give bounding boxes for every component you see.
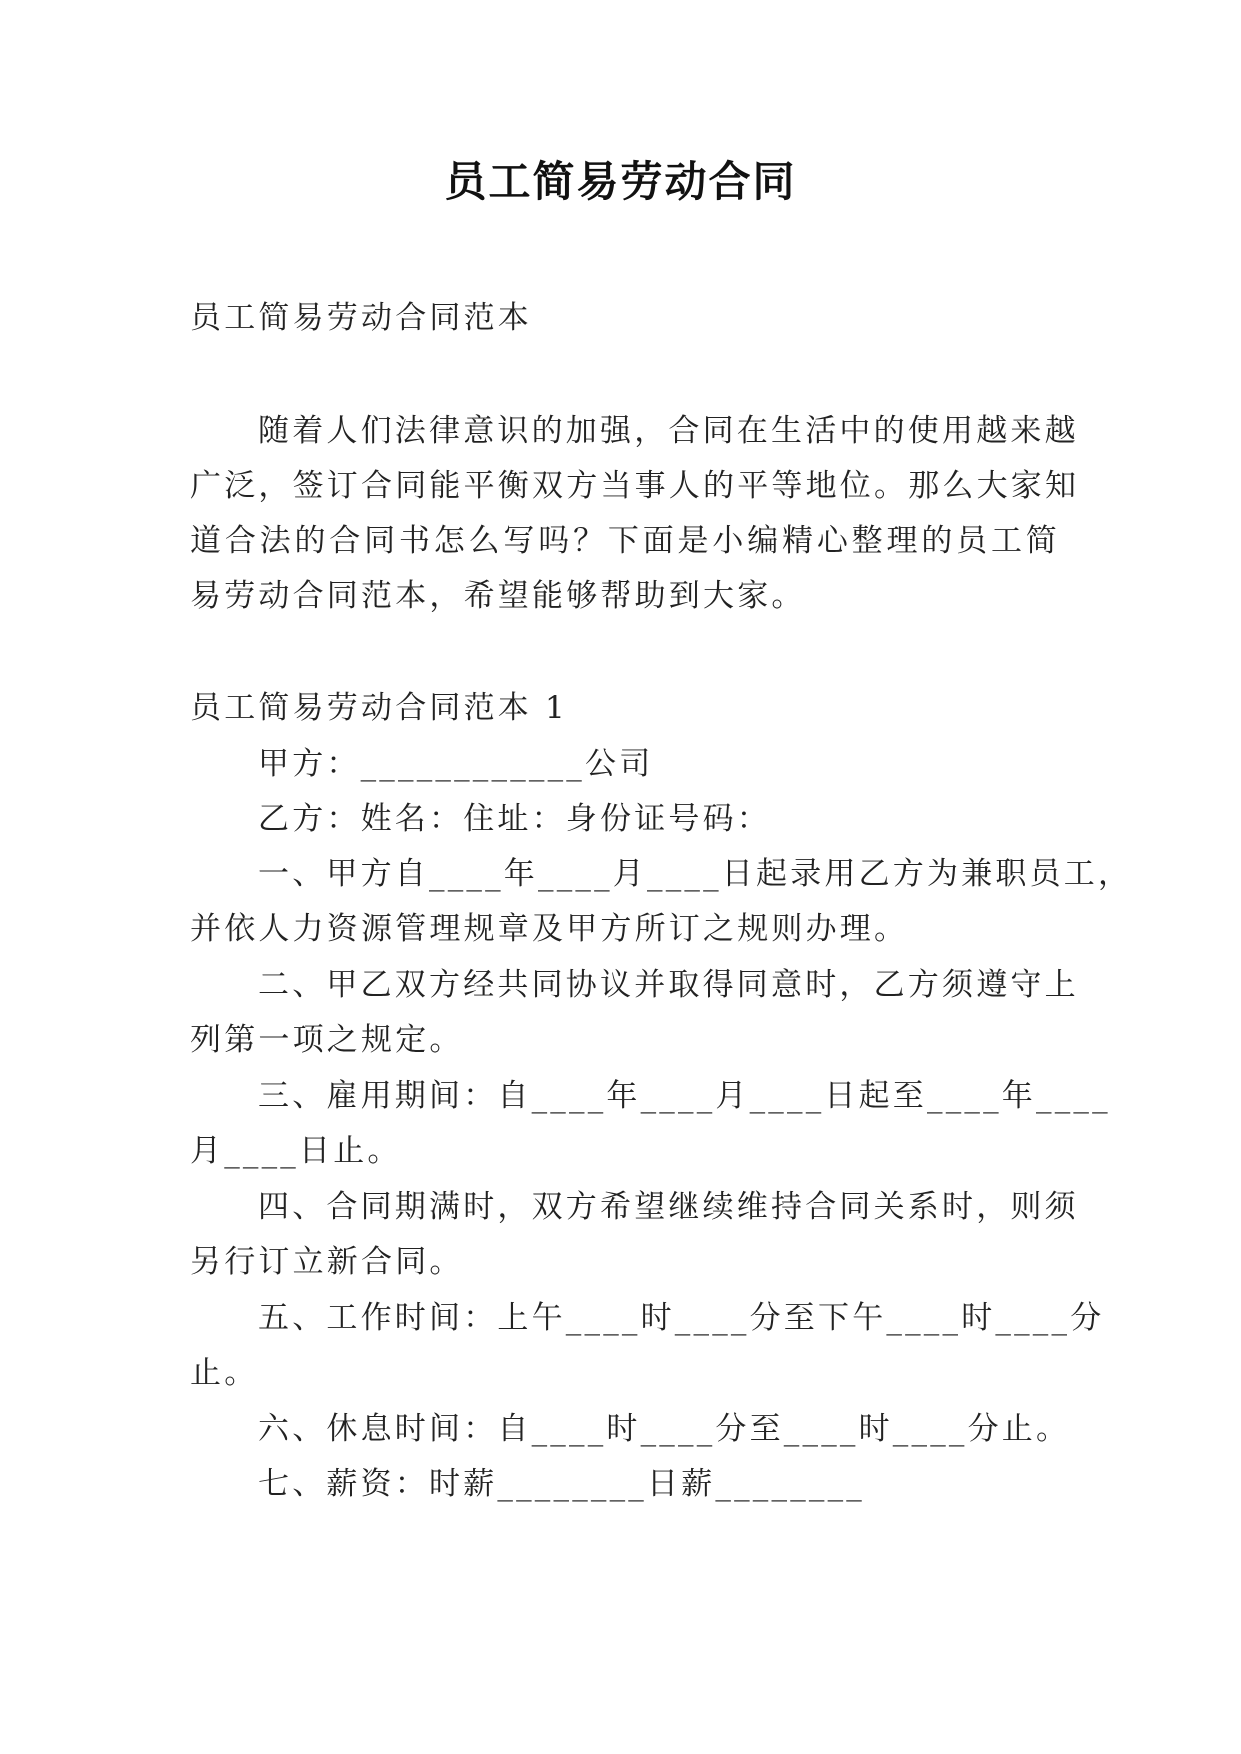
- clause-3-line-1: 三、雇用期间：自____年____月____日起至____年____: [258, 1078, 1111, 1114]
- intro-line-2: 广泛，签订合同能平衡双方当事人的平等地位。那么大家知: [190, 468, 1080, 504]
- clause-3-line-2: 月____日止。: [190, 1133, 402, 1169]
- clause-1-line-1: 一、甲方自____年____月____日起录用乙方为兼职员工，: [258, 856, 1133, 892]
- clause-4-line-2: 另行订立新合同。: [190, 1244, 464, 1280]
- clause-4-line-1: 四、合同期满时，双方希望继续维持合同关系时，则须: [258, 1189, 1079, 1225]
- clause-1-line-2: 并依人力资源管理规章及甲方所订之规则办理。: [190, 911, 909, 947]
- clause-5-line-1: 五、工作时间：上午____时____分至下午____时____分: [258, 1300, 1105, 1336]
- document-title: 员工简易劳动合同: [444, 157, 797, 206]
- section-heading: 员工简易劳动合同范本 1: [190, 690, 568, 726]
- clause-6-line: 六、休息时间：自____时____分至____时____分止。: [258, 1411, 1071, 1447]
- intro-line-4: 易劳动合同范本，希望能够帮助到大家。: [190, 578, 806, 614]
- clause-2-line-2: 列第一项之规定。: [190, 1022, 464, 1058]
- intro-line-1: 随着人们法律意识的加强，合同在生活中的使用越来越: [258, 413, 1079, 449]
- document-subtitle: 员工简易劳动合同范本: [190, 300, 532, 336]
- clause-5-line-2: 止。: [190, 1355, 259, 1391]
- intro-line-3: 道合法的合同书怎么写吗？下面是小编精心整理的员工简: [190, 523, 1060, 559]
- party-a-line: 甲方：____________公司: [258, 746, 654, 782]
- party-b-line: 乙方：姓名：住址：身份证号码：: [258, 801, 771, 837]
- clause-7-line: 七、薪资：时薪________日薪________: [258, 1466, 865, 1502]
- clause-2-line-1: 二、甲乙双方经共同协议并取得同意时，乙方须遵守上: [258, 967, 1079, 1003]
